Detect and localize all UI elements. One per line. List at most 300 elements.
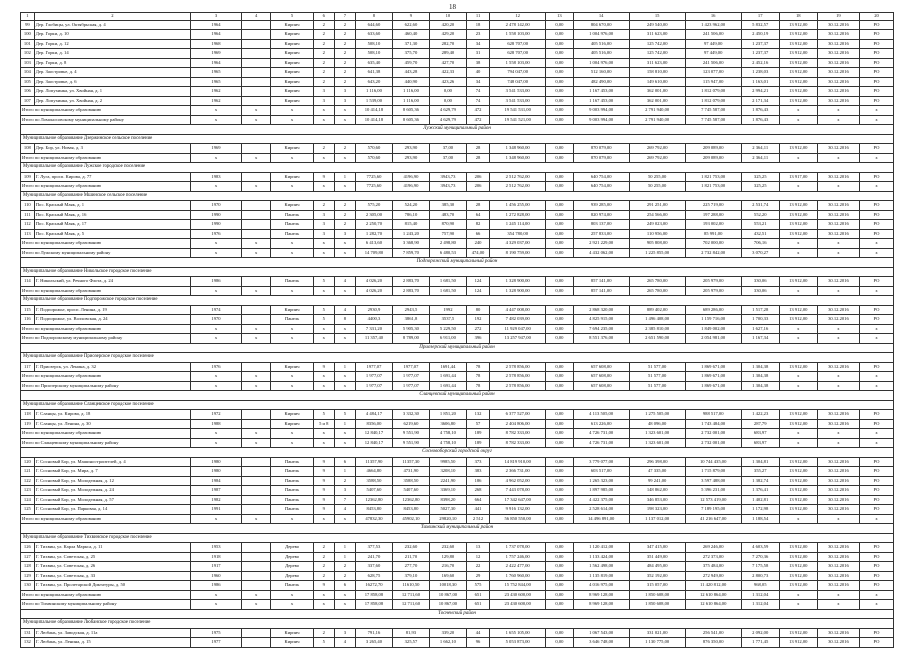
total-cell: 14 709,80: [355, 248, 392, 258]
table-cell: 657 608,00: [573, 362, 629, 372]
table-cell: 9: [313, 486, 334, 496]
total-cell: 2 732 001,00: [685, 438, 741, 448]
table-cell: 17 342 647,00: [490, 495, 546, 505]
total-cell: х: [271, 153, 313, 163]
total-cell: х: [313, 600, 334, 610]
table-cell: 30.12.2016: [817, 495, 859, 505]
total-cell: х: [313, 429, 334, 439]
table-cell: 794 047,00: [490, 68, 546, 78]
total-cell: 683,97: [741, 429, 779, 439]
total-cell: х: [313, 115, 334, 125]
table-cell: 257 833,00: [573, 229, 629, 239]
table-cell: 0,00: [546, 505, 573, 515]
table-cell: [241, 20, 271, 30]
table-cell: 11357,90: [355, 457, 392, 467]
table-cell: 1 558 103,00: [490, 58, 546, 68]
table-cell: Панель: [271, 229, 313, 239]
table-cell: 0,00: [546, 229, 573, 239]
total-label: Итого по муниципальному образованию: [21, 182, 191, 192]
table-cell: 51 577,00: [629, 362, 685, 372]
table-cell: 1 163,01: [741, 77, 779, 87]
table-cell: 2 531,74: [741, 201, 779, 211]
table-cell: 106: [21, 87, 35, 97]
total-cell: 6 911,00: [429, 334, 466, 344]
total-cell: х: [817, 115, 859, 125]
total-cell: х: [779, 514, 817, 524]
table-cell: 209 089,00: [685, 144, 741, 154]
table-cell: 0,00: [546, 562, 573, 572]
table-cell: 211,70: [392, 552, 429, 562]
table-cell: 232,60: [392, 543, 429, 553]
table-cell: 30.12.2016: [817, 457, 859, 467]
total-cell: 4 329 037,00: [490, 239, 546, 249]
table-row: [21, 49, 894, 59]
total-cell: 2 385 810,00: [629, 324, 685, 334]
table-cell: 120: [21, 457, 35, 467]
table-cell: 3: [313, 220, 334, 230]
table-cell: 2 422 477,00: [490, 562, 546, 572]
table-cell: 10 744 435,00: [685, 457, 741, 467]
table-cell: 3537,5: [429, 315, 466, 325]
table-cell: 0,00: [546, 543, 573, 553]
table-cell: 1 737 078,00: [490, 543, 546, 553]
column-number: 12: [490, 13, 546, 21]
table-cell: 3: [334, 628, 355, 638]
total-cell: х: [334, 153, 355, 163]
table-cell: 1 348 960,00: [490, 144, 546, 154]
table-cell: 30.12.2016: [817, 210, 859, 220]
address-cell: Г. Сланцы, ул. Кирова, д. 18: [34, 410, 190, 420]
table-cell: 628 707,00: [490, 49, 546, 59]
total-cell: 12 711,60: [392, 600, 429, 610]
table-cell: 225 719,00: [685, 201, 741, 211]
total-label: Итого по Сланцевскому муниципальному району: [21, 438, 191, 448]
table-cell: РО: [860, 552, 894, 562]
table-cell: 129,80: [429, 552, 466, 562]
table-cell: 443,28: [392, 68, 429, 78]
table-cell: 0,00: [546, 467, 573, 477]
total-cell: х: [271, 286, 313, 296]
table-cell: 13 912,00: [779, 495, 817, 505]
table-cell: 115 947,00: [685, 77, 741, 87]
table-cell: 0,00: [546, 476, 573, 486]
table-cell: 1917: [191, 562, 242, 572]
column-number: 6: [313, 13, 334, 21]
table-row: [21, 87, 894, 97]
table-cell: [241, 58, 271, 68]
table-cell: 311 623,00: [629, 30, 685, 40]
table-row: [21, 96, 894, 106]
table-cell: 1 116,00: [355, 87, 392, 97]
table-cell: 375,70: [392, 49, 429, 59]
table-cell: 13 912,00: [779, 277, 817, 287]
table-cell: 3588,50: [355, 476, 392, 486]
table-cell: 13: [466, 543, 489, 553]
table-cell: 1980: [191, 457, 242, 467]
table-cell: 30.12.2016: [817, 144, 859, 154]
table-cell: 4 825 915,00: [573, 315, 629, 325]
address-cell: Г. Сосновый Бор, ул. Парковая, д. 14: [34, 505, 190, 515]
table-cell: 13 912,00: [779, 87, 817, 97]
table-cell: 1 715 879,00: [685, 467, 741, 477]
table-cell: Дерево: [271, 562, 313, 572]
total-cell: 0,00: [546, 590, 573, 600]
total-cell: 51 577,00: [629, 372, 685, 382]
table-cell: 3 646 748,00: [573, 638, 629, 648]
table-cell: 13 912,00: [779, 457, 817, 467]
table-cell: 269 792,00: [629, 144, 685, 154]
table-cell: 876 350,00: [685, 638, 741, 648]
total-cell: х: [241, 106, 271, 116]
table-cell: 2 404 806,00: [490, 419, 546, 429]
total-cell: х: [191, 334, 242, 344]
table-cell: 30.12.2016: [817, 201, 859, 211]
total-cell: х: [817, 182, 859, 192]
table-cell: 0,00: [546, 571, 573, 581]
table-cell: 30.12.2016: [817, 505, 859, 515]
table-cell: 149 610,00: [629, 77, 685, 87]
address-cell: Г. Тихвин, ул. Советская, д. 33: [34, 571, 190, 581]
total-cell: х: [241, 600, 271, 610]
total-cell: 570,60: [355, 153, 392, 163]
table-cell: 9: [313, 457, 334, 467]
total-cell: 0,00: [546, 286, 573, 296]
region-header-row: [21, 343, 894, 353]
address-cell: Пос. Красный Маяк, д. 16: [34, 210, 190, 220]
total-cell: 2 791 940,00: [629, 115, 685, 125]
table-cell: 815,40: [392, 220, 429, 230]
table-cell: 968,05: [741, 581, 779, 591]
table-cell: 97 449,00: [685, 49, 741, 59]
total-cell: 1 977,07: [355, 372, 392, 382]
address-cell: Г. Приозерск, ул. Ленина, д. 32: [34, 362, 190, 372]
table-cell: 0,00: [546, 410, 573, 420]
total-cell: х: [313, 324, 334, 334]
total-cell: х: [817, 514, 859, 524]
total-cell: 1 977,07: [355, 381, 392, 391]
table-cell: 2: [334, 49, 355, 59]
table-cell: 2: [313, 77, 334, 87]
table-cell: 30.12.2016: [817, 58, 859, 68]
table-cell: [241, 486, 271, 496]
table-cell: 1 539,00: [355, 96, 392, 106]
table-cell: 405 516,00: [573, 39, 629, 49]
total-cell: 3943,73: [429, 182, 466, 192]
table-cell: 383: [466, 467, 489, 477]
address-cell: Г. Никольский, ул. Речного Флота, д. 24: [34, 277, 190, 287]
table-cell: 124: [466, 277, 489, 287]
total-cell: х: [817, 248, 859, 258]
total-cell: х: [779, 286, 817, 296]
total-label: Итого по Лужскому муниципальному району: [21, 248, 191, 258]
total-cell: 2 578 856,00: [490, 381, 546, 391]
total-cell: 240: [466, 239, 489, 249]
total-row: [21, 514, 894, 524]
table-cell: 1 422,23: [741, 410, 779, 420]
table-cell: 13 912,00: [779, 20, 817, 30]
table-cell: 0,00: [546, 305, 573, 315]
table-cell: Кирпич: [271, 20, 313, 30]
table-cell: [241, 495, 271, 505]
table-cell: 4 113 505,00: [573, 410, 629, 420]
total-cell: 4196,90: [392, 182, 429, 192]
address-cell: Пос. Красный Маяк, д. 5: [34, 229, 190, 239]
total-cell: х: [271, 115, 313, 125]
table-row: [21, 39, 894, 49]
table-cell: РО: [860, 210, 894, 220]
total-cell: х: [271, 514, 313, 524]
table-cell: Кирпич: [271, 96, 313, 106]
total-cell: х: [779, 334, 817, 344]
table-cell: 22: [466, 562, 489, 572]
total-cell: х: [191, 600, 242, 610]
total-cell: х: [191, 286, 242, 296]
table-cell: 803 137,00: [573, 220, 629, 230]
table-cell: [241, 552, 271, 562]
total-cell: 7 745 587,00: [685, 106, 741, 116]
table-cell: 30.12.2016: [817, 628, 859, 638]
total-cell: 37,00: [429, 153, 466, 163]
total-cell: х: [860, 182, 894, 192]
table-cell: РО: [860, 77, 894, 87]
table-cell: 1 275 505,00: [629, 410, 685, 420]
region-title: Сланцевский муниципальный район: [21, 391, 894, 401]
total-cell: 47832,30: [355, 514, 392, 524]
total-cell: 8 789,00: [392, 334, 429, 344]
table-row: [21, 172, 894, 182]
total-cell: х: [334, 334, 355, 344]
table-cell: [241, 144, 271, 154]
table-cell: 103: [21, 58, 35, 68]
total-cell: 2 883,70: [392, 286, 429, 296]
table-cell: 2: [313, 58, 334, 68]
table-cell: 0,00: [546, 87, 573, 97]
table-cell: Панель: [271, 315, 313, 325]
table-cell: 12: [466, 552, 489, 562]
municipality-header-row: [21, 400, 894, 410]
table-cell: 1 265 323,00: [573, 476, 629, 486]
total-cell: 13 257 947,00: [490, 334, 546, 344]
total-cell: х: [860, 153, 894, 163]
buildings-table: [20, 12, 894, 648]
total-cell: 6 480,53: [429, 248, 466, 258]
table-cell: РО: [860, 362, 894, 372]
table-cell: 351 449,00: [629, 552, 685, 562]
table-row: [21, 305, 894, 315]
total-cell: 1 850 608,00: [629, 590, 685, 600]
total-cell: 905 808,00: [629, 239, 685, 249]
table-cell: 3: [334, 229, 355, 239]
table-cell: Кирпич: [271, 172, 313, 182]
total-cell: 0,00: [546, 438, 573, 448]
total-cell: 51 577,00: [629, 381, 685, 391]
table-cell: 5: [334, 410, 355, 420]
table-cell: 5 832,57: [741, 20, 779, 30]
address-cell: Дер. Горки, д. 10: [34, 30, 190, 40]
total-row: [21, 590, 894, 600]
table-row: [21, 201, 894, 211]
table-cell: 74: [466, 87, 489, 97]
table-cell: 0,00: [546, 210, 573, 220]
table-cell: 125: [21, 505, 35, 515]
table-cell: 3 597 488,00: [685, 476, 741, 486]
table-cell: 2: [334, 20, 355, 30]
total-cell: х: [334, 324, 355, 334]
table-cell: 1: [334, 172, 355, 182]
table-cell: 8453,80: [392, 505, 429, 515]
total-cell: х: [241, 153, 271, 163]
total-cell: 330,06: [741, 286, 779, 296]
total-cell: 8 551 376,00: [573, 334, 629, 344]
table-cell: 641,38: [355, 68, 392, 78]
table-cell: Кирпич: [271, 144, 313, 154]
region-header-row: [21, 609, 894, 619]
table-cell: 857 141,00: [573, 277, 629, 287]
table-cell: РО: [860, 467, 894, 477]
table-cell: 325,25: [741, 172, 779, 182]
total-cell: 1 691,44: [429, 381, 466, 391]
table-cell: 15 752 844,00: [490, 581, 546, 591]
table-cell: 664: [466, 495, 489, 505]
table-cell: 1 133 424,00: [573, 552, 629, 562]
table-cell: 4400,3: [355, 315, 392, 325]
total-cell: 651: [466, 590, 489, 600]
table-cell: 385,30: [429, 201, 466, 211]
table-cell: 4 026,20: [355, 277, 392, 287]
total-cell: 5 229,50: [429, 324, 466, 334]
table-cell: 13 912,00: [779, 315, 817, 325]
table-cell: 205 979,00: [685, 277, 741, 287]
table-cell: 100: [21, 30, 35, 40]
column-number: 13: [546, 13, 573, 21]
table-cell: 628,75: [355, 571, 392, 581]
table-cell: 1 771,45: [741, 638, 779, 648]
table-row: [21, 467, 894, 477]
total-cell: 1 323 601,00: [629, 438, 685, 448]
table-cell: 1976: [191, 362, 242, 372]
municipality-header-row: [21, 134, 894, 144]
total-cell: 1 312,04: [741, 600, 779, 610]
total-cell: 325,25: [741, 182, 779, 192]
total-cell: х: [817, 153, 859, 163]
total-cell: 5 905,30: [392, 324, 429, 334]
table-cell: 13 912,00: [779, 628, 817, 638]
table-cell: 2 364,11: [741, 144, 779, 154]
municipality-title: Муниципальное образование Никольское городское поселение: [21, 267, 894, 277]
table-cell: 13 912,00: [779, 30, 817, 40]
table-cell: 1: [334, 552, 355, 562]
table-cell: 291 251,00: [629, 201, 685, 211]
table-cell: 124: [21, 495, 35, 505]
total-cell: 206: [466, 182, 489, 192]
total-row: [21, 381, 894, 391]
table-cell: [241, 638, 271, 648]
address-cell: Дер. Лопухинка, ул. Хвойная, д. 1: [34, 87, 190, 97]
table-cell: 3: [334, 87, 355, 97]
table-cell: Кирпич: [271, 77, 313, 87]
table-cell: 4: [334, 305, 355, 315]
table-cell: 104: [21, 68, 35, 78]
table-cell: 346 853,00: [629, 495, 685, 505]
table-row: [21, 562, 894, 572]
total-cell: 293,90: [392, 153, 429, 163]
table-cell: РО: [860, 96, 894, 106]
table-cell: 6: [334, 457, 355, 467]
table-cell: 315 057,00: [629, 581, 685, 591]
table-cell: 3: [313, 229, 334, 239]
table-cell: 1 662,10: [429, 638, 466, 648]
table-cell: 2: [334, 30, 355, 40]
table-cell: 125 742,00: [629, 39, 685, 49]
table-cell: 12 573 419,00: [685, 495, 741, 505]
table-cell: 1 167 453,00: [573, 87, 629, 97]
table-cell: 12362,80: [392, 495, 429, 505]
table-cell: 97 449,00: [685, 39, 741, 49]
total-row: [21, 239, 894, 249]
table-cell: 110 956,00: [629, 229, 685, 239]
total-cell: 7725,60: [355, 182, 392, 192]
table-cell: 6 377 527,00: [490, 410, 546, 420]
table-cell: 66: [466, 229, 489, 239]
total-cell: х: [241, 239, 271, 249]
table-cell: 0,00: [546, 201, 573, 211]
table-cell: 31: [466, 49, 489, 59]
total-cell: 1 681,50: [429, 286, 466, 296]
table-cell: 0,00: [546, 628, 573, 638]
total-cell: 1 225 855,00: [629, 248, 685, 258]
table-cell: 123: [21, 486, 35, 496]
total-cell: х: [779, 153, 817, 163]
table-cell: 603 517,00: [573, 467, 629, 477]
total-cell: 1 849 002,00: [685, 324, 741, 334]
table-cell: 1983: [191, 172, 242, 182]
table-cell: 9: [313, 476, 334, 486]
table-cell: 13 912,00: [779, 305, 817, 315]
table-cell: 6: [334, 581, 355, 591]
region-title: Сосновоборский городской округ: [21, 448, 894, 458]
table-cell: 254 566,00: [629, 210, 685, 220]
table-row: [21, 628, 894, 638]
table-cell: 132: [21, 638, 35, 648]
table-cell: 102: [21, 49, 35, 59]
total-cell: х: [271, 334, 313, 344]
address-cell: Дер. Заостровье, д. 4: [34, 68, 190, 78]
table-cell: 1990: [191, 220, 242, 230]
table-cell: РО: [860, 638, 894, 648]
table-row: [21, 144, 894, 154]
table-cell: 1986: [191, 277, 242, 287]
table-cell: РО: [860, 39, 894, 49]
address-cell: Г. Подпорожье, просп. Ленина, д. 19: [34, 305, 190, 315]
municipality-title: Муниципальное образование Мшинское сельское поселение: [21, 191, 894, 201]
total-cell: 0,00: [546, 239, 573, 249]
total-cell: 4 432 062,00: [573, 248, 629, 258]
total-cell: х: [817, 590, 859, 600]
table-cell: 460,40: [392, 30, 429, 40]
total-cell: 3 070,27: [741, 248, 779, 258]
total-cell: 9 003 994,00: [573, 106, 629, 116]
total-label: Итого по Тихвинскому муниципальному району: [21, 600, 191, 610]
total-cell: х: [817, 286, 859, 296]
table-cell: 23: [466, 30, 489, 40]
table-row: [21, 315, 894, 325]
table-cell: 130: [21, 581, 35, 591]
table-cell: 29: [466, 571, 489, 581]
table-cell: 8398,20: [429, 495, 466, 505]
table-cell: 2 528 614,00: [573, 505, 629, 515]
total-cell: 17 858,08: [355, 590, 392, 600]
table-cell: 2 452,16: [741, 58, 779, 68]
